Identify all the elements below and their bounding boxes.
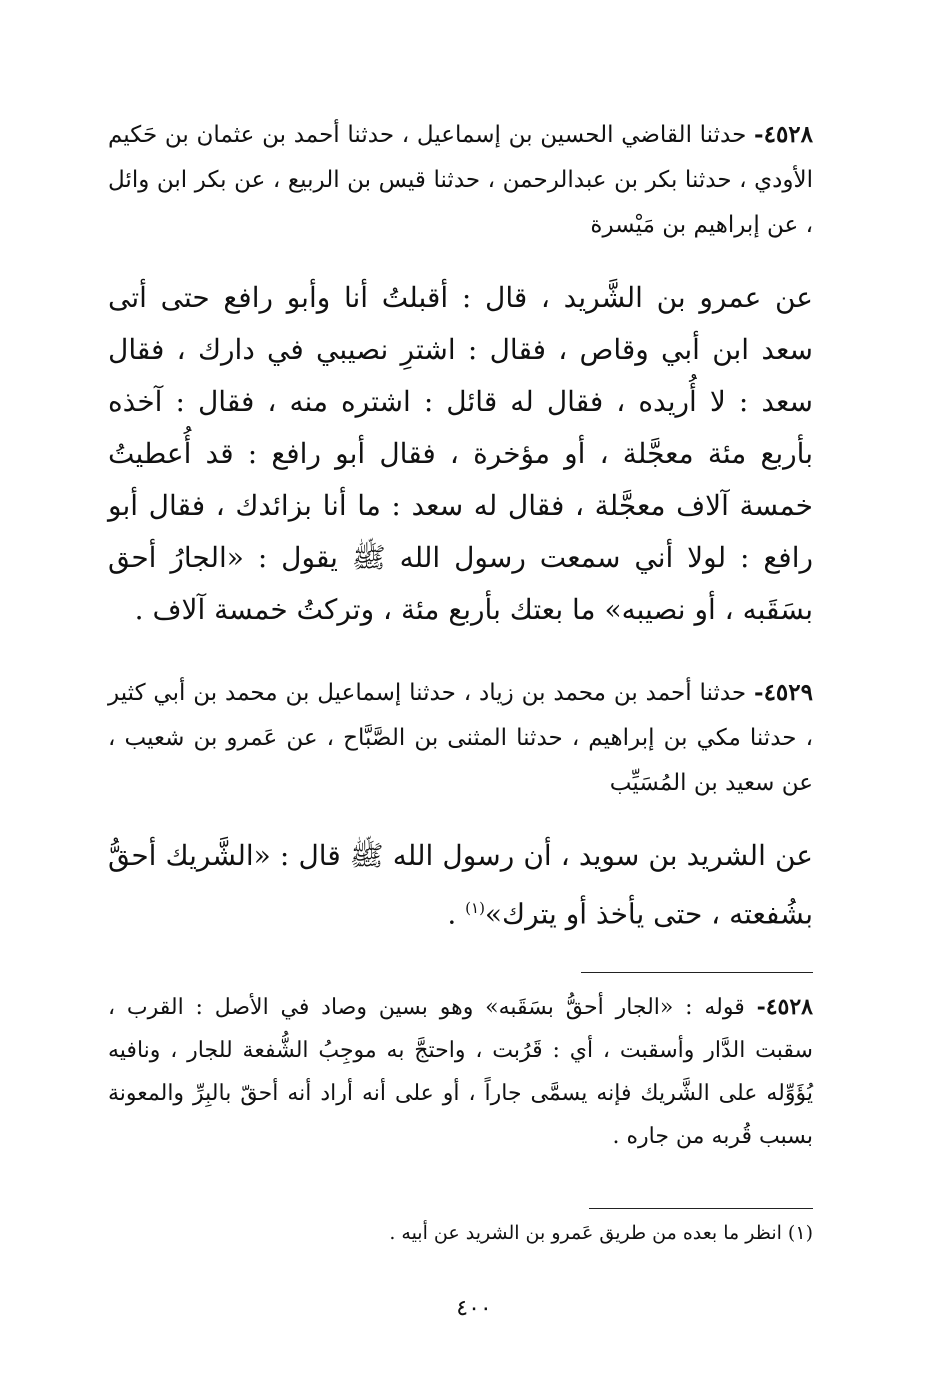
hadith-4529-end: . — [447, 897, 466, 931]
commentary-number: ٤٥٢٨- — [756, 994, 813, 1020]
hadith-4528-isnad — [108, 112, 813, 248]
hadith-4529-isnad — [108, 670, 813, 806]
commentary-text: قوله : «الجار أحقُّ بسَقَبه» وهو بسين وصاد في الأصل : القرب ، سقبت الدَّار وأسقبت ، أي : قَرُبت ، واحتجَّ به موجِبُ الشُّفعة للجار ، ونافيه يُؤَوِّله على الشَّريك فإنه يسمَّى جاراً ، أو على أنه أراد أنه أحقّ بالبِرِّ والمعونة بسبب قُربه من جاره . — [108, 995, 813, 1149]
footnote-note-1: (١) انظر ما بعده من طريق عَمرو بن الشريد عن أبيه . — [389, 1222, 813, 1244]
hadith-4528-matn: عن عمرو بن الشَّريد ، قال : أقبلتُ أنا وأبو رافع حتى أتى سعد ابن أبي وقاص ، فقال : اشترِ نصيبي في دارك ، فقال سعد : لا أُريده ، فقال له قائل : اشتره منه ، فقال : آخذه بأربع مئة معجَّلة ، أو مؤخرة ، فقال أبو رافع : قد أُعطيتُ خمسة آلاف معجَّلة ، فقال له سعد : ما أنا بزائدك ، فقال أبو رافع : لولا أني سمعت رسول الله ﷺ يقول : «الجارُ أحق بسَقَبه ، أو نصيبه» ما بعتك بأربع مئة ، وتركتُ خمسة آلاف . — [108, 281, 813, 626]
hadith-4528-isnad-text: حدثنا القاضي الحسين بن إسماعيل ، حدثنا أحمد بن عثمان بن حَكيم الأودي ، حدثنا بكر بن عبدالرحمن ، حدثنا قيس بن الربيع ، عن بكر ابن وائل ، عن إبراهيم بن مَيْسرة — [108, 122, 813, 238]
footnote-separator — [581, 972, 813, 973]
page-number: ٤٠٠ — [456, 1296, 492, 1321]
hadith-4529-number: ٤٥٢٩- — [754, 679, 813, 706]
hadith-4529-matn-text: عن الشريد بن سويد ، أن رسول الله ﷺ قال : «الشَّريك أحقُّ بشُفعته ، حتى يأخذ أو يترك» — [108, 839, 813, 931]
hadith-4529-isnad-text: حدثنا أحمد بن محمد بن زياد ، حدثنا إسماعيل بن محمد بن أبي كثير ، حدثنا مكي بن إبراهيم ، حدثنا المثنى بن الصَّبَّاح ، عن عَمرو بن شعيب ، عن سعيد بن المُسَيِّب — [108, 680, 813, 796]
hadith-4528-number: ٤٥٢٨- — [754, 121, 814, 148]
footnote-separator-2 — [589, 1208, 813, 1209]
hadith-4529-matn — [108, 830, 813, 940]
footnote-commentary — [108, 986, 813, 1158]
footnote-marker[interactable]: (١) — [465, 899, 485, 917]
